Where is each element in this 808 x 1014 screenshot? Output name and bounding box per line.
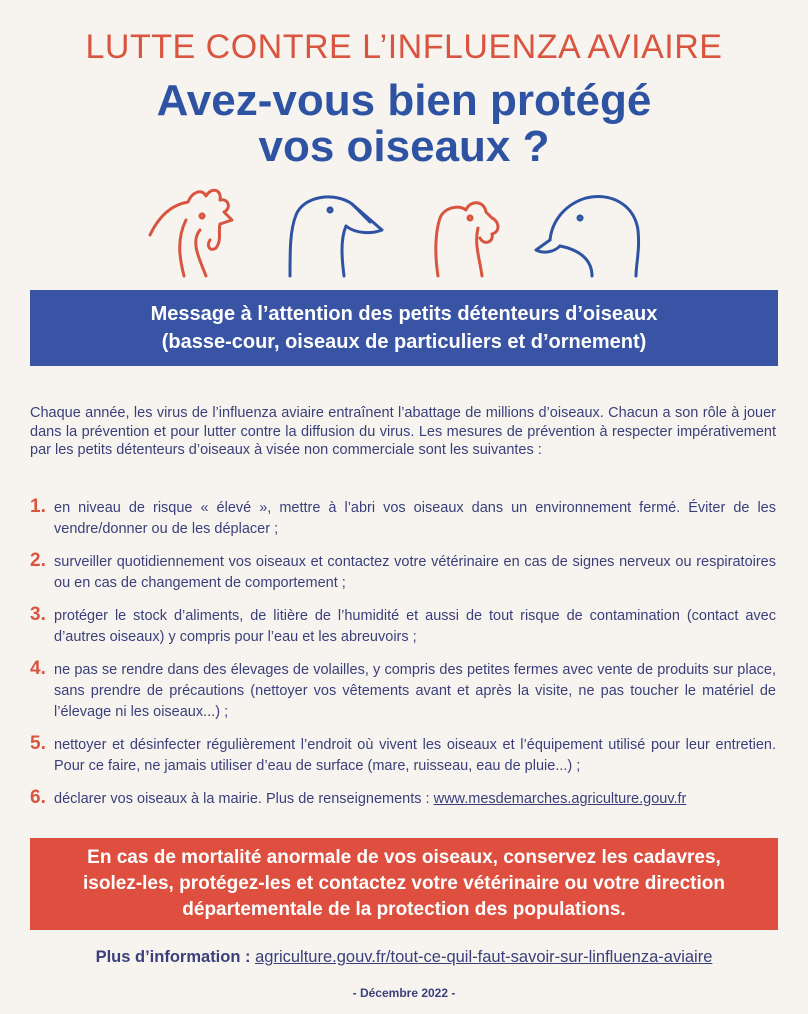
item-text: surveiller quotidiennement vos oiseaux et contactez votre vétérinaire en cas de signes nerveux ou respiratoires ou en cas de changement de comportement ; (54, 554, 776, 591)
item-text: ne pas se rendre dans des élevages de volailles, y compris des petites fermes avec vente de produits sur place, sans prendre de précautions (nettoyer vos vêtements avant et après la visite, ne pas toucher le matériel de l’élevage ni les oiseaux...) ; (54, 662, 776, 720)
list-item (30, 789, 776, 810)
list-item (30, 660, 776, 723)
alert-line-2: isolez-les, protégez-les et contactez votre vétérinaire ou votre direction (83, 873, 725, 894)
banner-line-2: (basse-cour, oiseaux de particuliers et d’ornement) (161, 331, 647, 353)
banner-line-1: Message à l’attention des petits détenteurs d’oiseaux (150, 303, 658, 325)
alert-line-3: départementale de la protection des populations. (182, 899, 626, 920)
item-number: 6. (30, 787, 46, 808)
item-text: protéger le stock d’aliments, de litière de l’humidité et aussi de tout risque de contamination (contact avec d’autres oiseaux) y compris pour l’eau et les abreuvoirs ; (54, 608, 776, 645)
item-number: 3. (30, 604, 46, 625)
rooster-icon (150, 190, 232, 276)
birds-illustration (140, 180, 670, 280)
item-text: déclarer vos oiseaux à la mairie. Plus de renseignements : (54, 791, 434, 807)
item-text: nettoyer et désinfecter régulièrement l’endroit où vivent les oiseaux et l’équipement utilisé pour leur entretien. Pour ce faire, ne jamais utiliser d’eau de surface (mare, ruisseau, eau de pluie...) ; (54, 737, 776, 774)
list-item (30, 606, 776, 648)
headline-line-1: Avez-vous bien protégé (156, 76, 652, 125)
page-title (0, 78, 808, 170)
audience-banner (30, 290, 778, 366)
item-number: 5. (30, 733, 46, 754)
item-number: 4. (30, 658, 46, 679)
intro-paragraph: Chaque année, les virus de l’influenza aviaire entraînent l’abattage de millions d’oiseaux. Chacun a son rôle à jouer dans la prévention et pour lutter contre la diffusion du virus. Les mesures de prévention à respecter impérativement par les petits détenteurs d’oiseaux à visée non commerciale sont les suivantes : (30, 405, 776, 458)
goose-icon (290, 197, 382, 276)
list-item (30, 552, 776, 594)
turkey-icon (436, 203, 498, 276)
publication-date: - Décembre 2022 - (352, 986, 456, 1000)
kicker-title: LUTTE CONTRE L’INFLUENZA AVIAIRE (85, 28, 723, 66)
more-info (0, 948, 808, 967)
mesdemarches-link[interactable]: www.mesdemarches.agriculture.gouv.fr (433, 791, 687, 807)
mortality-alert-box (30, 838, 778, 930)
list-item (30, 735, 776, 777)
alert-line-1: En cas de mortalité anormale de vos oiseaux, conservez les cadavres, (87, 847, 721, 868)
item-number: 1. (30, 496, 46, 517)
headline-line-2: vos oiseaux ? (258, 122, 550, 171)
item-number: 2. (30, 550, 46, 571)
list-item (30, 498, 776, 540)
more-info-label: Plus d’information : (95, 948, 256, 966)
item-text: en niveau de risque « élevé », mettre à l’abri vos oiseaux dans un environnement fermé. Éviter de les vendre/donner ou de les déplacer ; (54, 500, 776, 537)
duck-icon (536, 196, 639, 276)
measures-list (30, 498, 776, 822)
more-info-link[interactable]: agriculture.gouv.fr/tout-ce-quil-faut-savoir-sur-linfluenza-aviaire (255, 948, 713, 966)
